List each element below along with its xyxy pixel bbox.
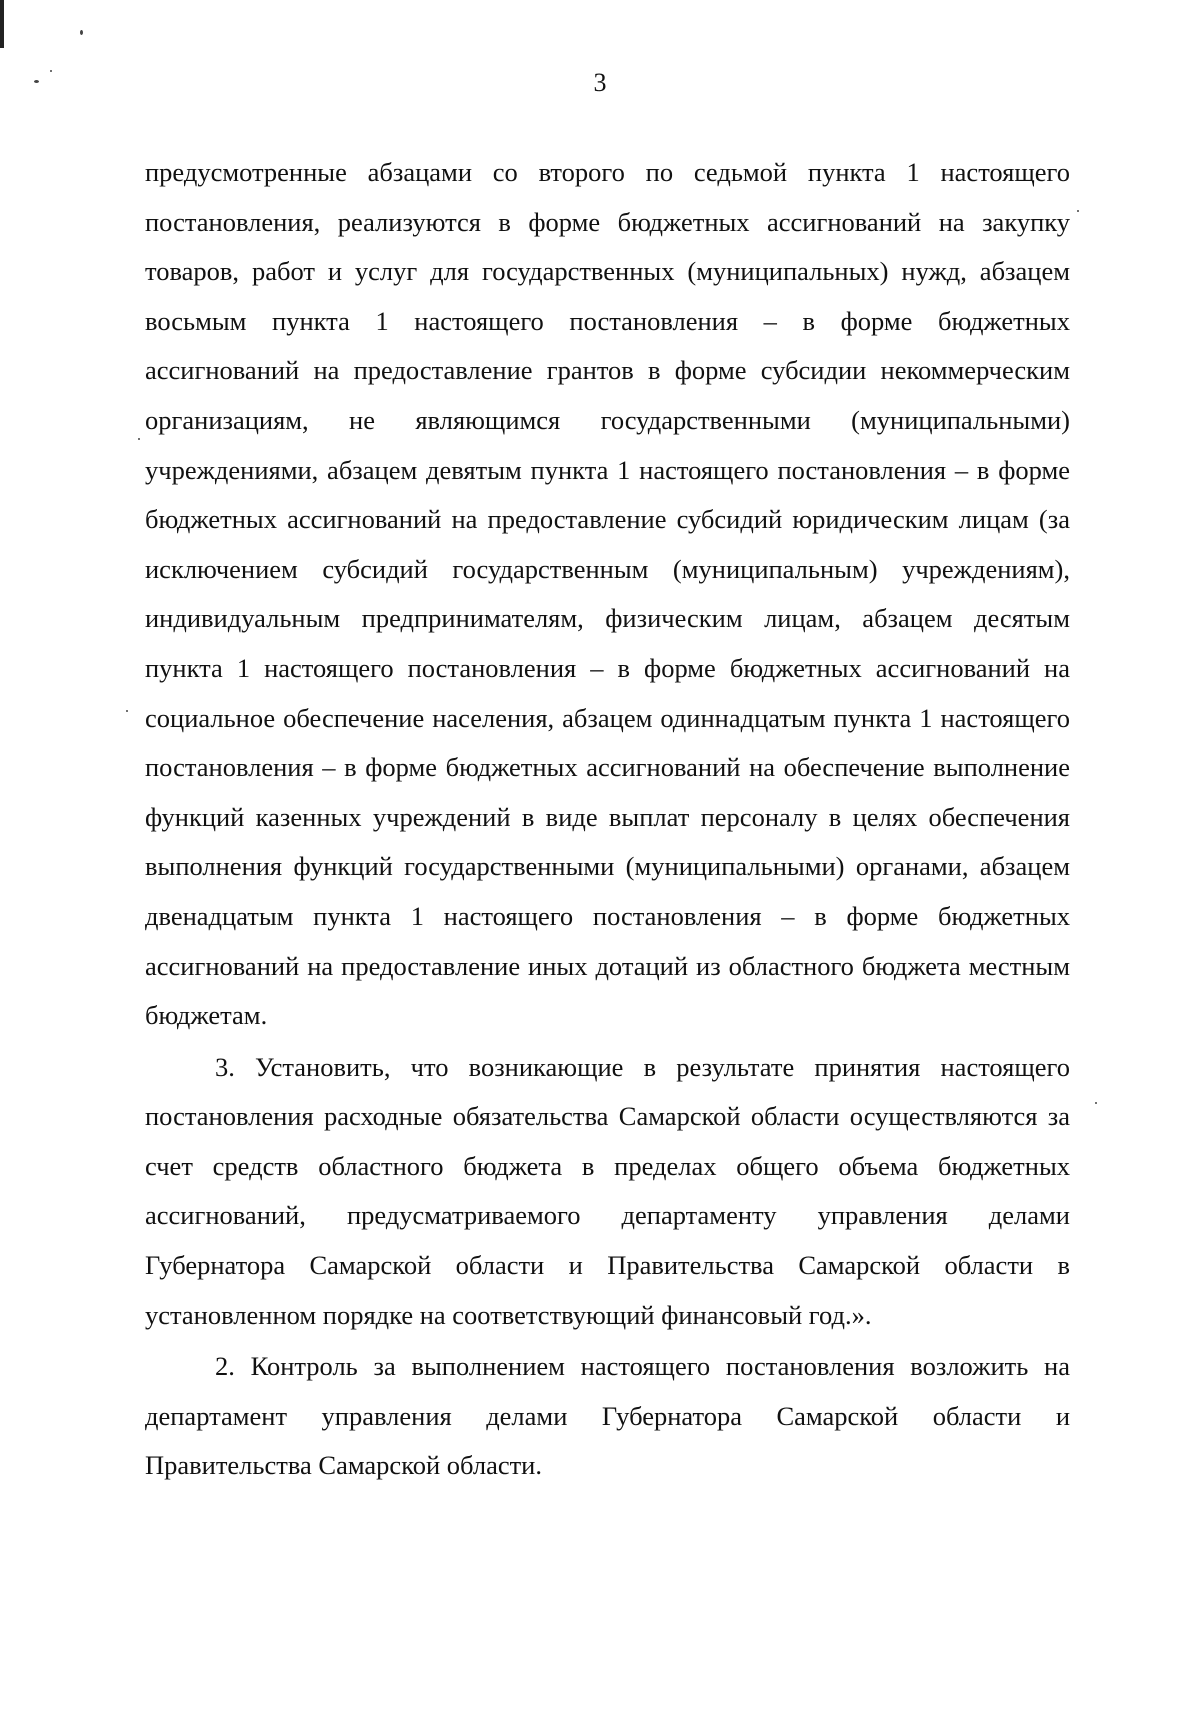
scan-speck — [1095, 1102, 1097, 1104]
page-number: 3 — [593, 68, 607, 97]
scan-speck — [126, 710, 128, 712]
paragraph-continuation: предусмотренные абзацами со второго по седьмой пункта 1 настоящего постановления, реализуются в форме бюджетных ассигнований на закупку товаров, работ и услуг для государственных (муниципальных) нужд, абзацем восьмым пункта 1 настоящего постановления – в форме бюджетных ассигнований на предоставление грантов в форме субсидии некоммерческим организациям, не являющимся государственными (муниципальными) учреждениями, абзацем девятым пункта 1 настоящего постановления – в форме бюджетных ассигнований на предоставление субсидий юридическим лицам (за исключением субсидий государственным (муниципальным) учреждениям), индивидуальным предпринимателям, физическим лицам, абзацем десятым пункта 1 настоящего постановления – в форме бюджетных ассигнований на социальное обеспечение населения, абзацем одиннадцатым пункта 1 настоящего постановления – в форме бюджетных ассигнований на обеспечение выполнение функций казенных учреждений в виде выплат персоналу в целях обеспечения выполнения функций государственными (муниципальными) органами, абзацем двенадцатым пункта 1 настоящего постановления – в форме бюджетных ассигнований на предоставление иных дотаций из областного бюджета местным бюджетам. — [145, 157, 1070, 1031]
paragraph-item-2: 2. Контроль за выполнением настоящего постановления возложить на департамент управления делами Губернатора Самарской области и Правительства Самарской области. — [145, 1351, 1070, 1481]
scan-speck — [80, 30, 83, 35]
scan-speck — [1077, 210, 1079, 212]
paragraph-item-3: 3. Установить, что возникающие в результате принятия настоящего постановления расходные обязательства Самарской области осуществляются за счет средств областного бюджета в пределах общего объема бюджетных ассигнований, предусматриваемого департаменту управления делами Губернатора Самарской области и Правительства Самарской области в установленном порядке на соответствующий финансовый год.». — [145, 1051, 1070, 1330]
scan-speck — [138, 438, 140, 440]
document-body — [145, 148, 1070, 1491]
scan-edge-mark — [0, 0, 4, 48]
